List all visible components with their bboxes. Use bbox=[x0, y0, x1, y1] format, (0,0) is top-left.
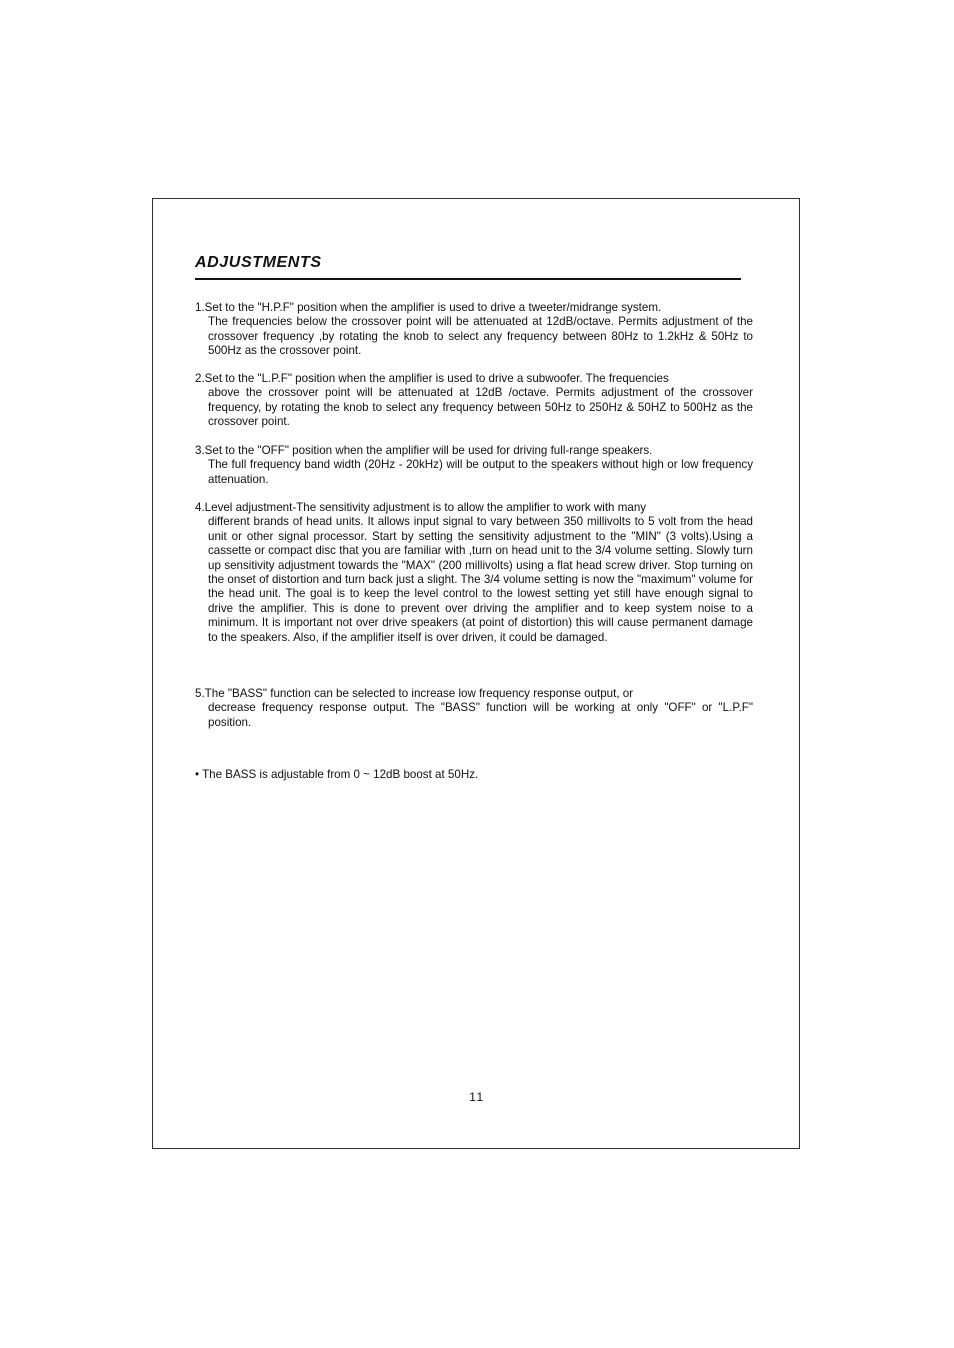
item-number: 5. bbox=[195, 687, 205, 700]
item-body: The frequencies below the crossover point will be attenuated at 12dB/octave. Permits adjustment of the crossover frequency ,by rotating the knob to select any frequency between 80Hz to 1.2kHz & 50Hz to 500Hz as the crossover point. bbox=[208, 315, 753, 358]
page-number: 11 bbox=[469, 1090, 485, 1104]
item-first-line: The "BASS" function can be selected to increase low frequency response output, or bbox=[204, 687, 634, 700]
item-body: The full frequency band width (20Hz - 20kHz) will be output to the speakers without high or low frequency attenuation. bbox=[208, 458, 753, 486]
item-number: 4. bbox=[195, 501, 205, 514]
adjustment-item-2 bbox=[195, 372, 753, 430]
adjustment-item-3 bbox=[195, 444, 753, 487]
adjustment-item-4 bbox=[195, 501, 753, 645]
item-number: 1. bbox=[195, 301, 205, 314]
bass-note: • The BASS is adjustable from 0 ~ 12dB boost at 50Hz. bbox=[195, 768, 479, 781]
item-body: decrease frequency response output. The "BASS" function will be working at only "OFF" or "L.P.F" position. bbox=[208, 701, 753, 729]
item-first-line: Set to the "OFF" position when the amplifier will be used for driving full-range speakers. bbox=[204, 444, 653, 457]
item-body: different brands of head units. It allows input signal to vary between 350 millivolts to 5 volt from the head unit or other signal processor. Start by setting the sensitivity adjustment to the "MIN" (3 volts).Using a cassette or compact disc that you are familiar with ,turn on head unit to the 3/4 volume setting. Slowly turn up sensitivity adjustment towards the "MAX" (200 millivolts) using a flat head screw driver. Stop turning on the onset of distortion and turn back just a slight. The 3/4 volume setting is now the "maximum" volume for the head unit. The goal is to keep the level control to the lowest setting yet still have enough signal to drive the amplifier. This is done to prevent over driving the amplifier and to keep system noise to a minimum. It is important not over drive speakers (at point of distortion) this will cause permanent damage to the speakers. Also, if the amplifier itself is over driven, it could be damaged. bbox=[208, 515, 753, 644]
item-first-line: Set to the "H.P.F" position when the amplifier is used to drive a tweeter/midrange system. bbox=[204, 301, 662, 314]
adjustment-item-5 bbox=[195, 687, 753, 730]
title-underline bbox=[195, 278, 741, 280]
item-number: 3. bbox=[195, 444, 205, 457]
item-first-line: Level adjustment-The sensitivity adjustment is to allow the amplifier to work with many bbox=[204, 501, 647, 514]
item-body: above the crossover point will be attenuated at 12dB /octave. Permits adjustment of the crossover frequency, by rotating the knob to select any frequency between 50Hz to 250Hz & 50HZ to 500Hz as the crossover point. bbox=[208, 386, 753, 429]
item-first-line: Set to the "L.P.F" position when the amplifier is used to drive a subwoofer. The frequencies bbox=[204, 372, 669, 385]
adjustment-item-1 bbox=[195, 301, 753, 359]
item-number: 2. bbox=[195, 372, 205, 385]
section-title: ADJUSTMENTS bbox=[195, 254, 322, 271]
